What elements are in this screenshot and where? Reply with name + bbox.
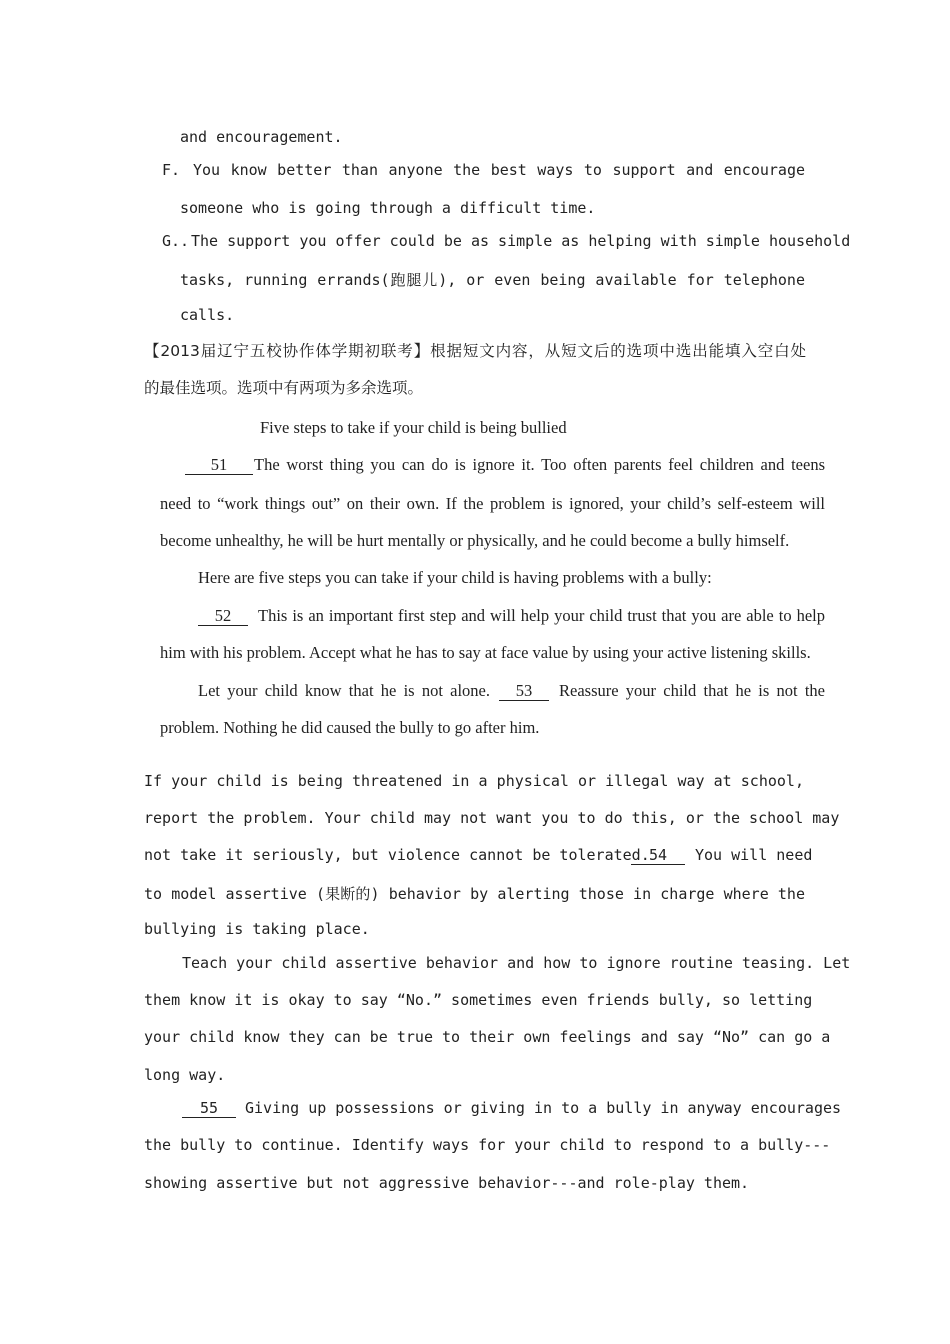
option-f-letter: F. xyxy=(162,161,181,179)
option-g-letter: G.. xyxy=(162,232,190,250)
p4-line2: problem. Nothing he did caused the bully to go after him. xyxy=(160,718,540,737)
p2-line1: Here are five steps you can take if your child is having problems with a bully: xyxy=(198,568,712,587)
blank-54-number: 54 xyxy=(631,847,685,865)
blank-55 xyxy=(182,1099,236,1118)
p5-line4: to model assertive (果断的) behavior by alerting those in charge where the xyxy=(144,885,805,903)
p4-after: Reassure your child that he is not the xyxy=(559,681,825,700)
option-e-tail: and encouragement. xyxy=(180,128,343,146)
blank-54 xyxy=(631,846,685,865)
blank-51 xyxy=(185,455,253,475)
p1-line1: The worst thing you can do is ignore it. Too often parents feel children and teens xyxy=(254,455,825,474)
blank-51-number: 51 xyxy=(185,456,253,475)
p1-line2: need to “work things out” on their own. If the problem is ignored, your child’s self-esteem will xyxy=(160,494,825,513)
p6-line2: them know it is okay to say “No.” sometimes even friends bully, so letting xyxy=(144,991,813,1009)
p4-before: Let your child know that he is not alone. xyxy=(198,681,490,700)
option-f-line2: someone who is going through a difficult time. xyxy=(180,199,596,217)
p5-line5: bullying is taking place. xyxy=(144,920,370,938)
instruction-line2: 的最佳选项。选项中有两项为多余选项。 xyxy=(144,379,424,397)
p3-line1: This is an important first step and will help your child trust that you are able to help xyxy=(258,606,825,625)
p6-line4: long way. xyxy=(144,1066,226,1084)
blank-53-number: 53 xyxy=(499,682,549,701)
p5-line1: If your child is being threatened in a physical or illegal way at school, xyxy=(144,772,804,790)
option-g-line3: calls. xyxy=(180,306,235,324)
p7-line3: showing assertive but not aggressive behavior---and role-play them. xyxy=(144,1174,750,1192)
p3-line2: him with his problem. Accept what he has to say at face value by using your active listening skills. xyxy=(160,643,811,662)
blank-52 xyxy=(198,606,248,626)
p6-line3: your child know they can be true to their own feelings and say “No” can go a xyxy=(144,1028,831,1046)
p1-line3: become unhealthy, he will be hurt mentally or physically, and he could become a bully himself. xyxy=(160,531,790,550)
p5-line3-after: You will need xyxy=(695,846,813,864)
p5-line3-before: not take it seriously, but violence cannot be tolerated. xyxy=(144,846,650,864)
blank-53 xyxy=(499,681,549,701)
instruction-line1: 【2013届辽宁五校协作体学期初联考】根据短文内容，从短文后的选项中选出能填入空白处 xyxy=(144,342,806,360)
blank-55-number: 55 xyxy=(182,1100,236,1118)
p7-line2: the bully to continue. Identify ways for your child to respond to a bully--- xyxy=(144,1136,831,1154)
option-g-line2: tasks, running errands(跑腿儿), or even being available for telephone xyxy=(180,271,805,289)
option-g-line1: The support you offer could be as simple as helping with simple household xyxy=(191,232,851,250)
blank-52-number: 52 xyxy=(198,607,248,626)
option-f-line1: You know better than anyone the best ways to support and encourage xyxy=(193,161,805,179)
p6-line1: Teach your child assertive behavior and how to ignore routine teasing. Let xyxy=(182,954,851,972)
article-title: Five steps to take if your child is being bullied xyxy=(260,418,567,437)
p5-line2: report the problem. Your child may not want you to do this, or the school may xyxy=(144,809,840,827)
p7-line1: Giving up possessions or giving in to a bully in anyway encourages xyxy=(245,1099,842,1117)
